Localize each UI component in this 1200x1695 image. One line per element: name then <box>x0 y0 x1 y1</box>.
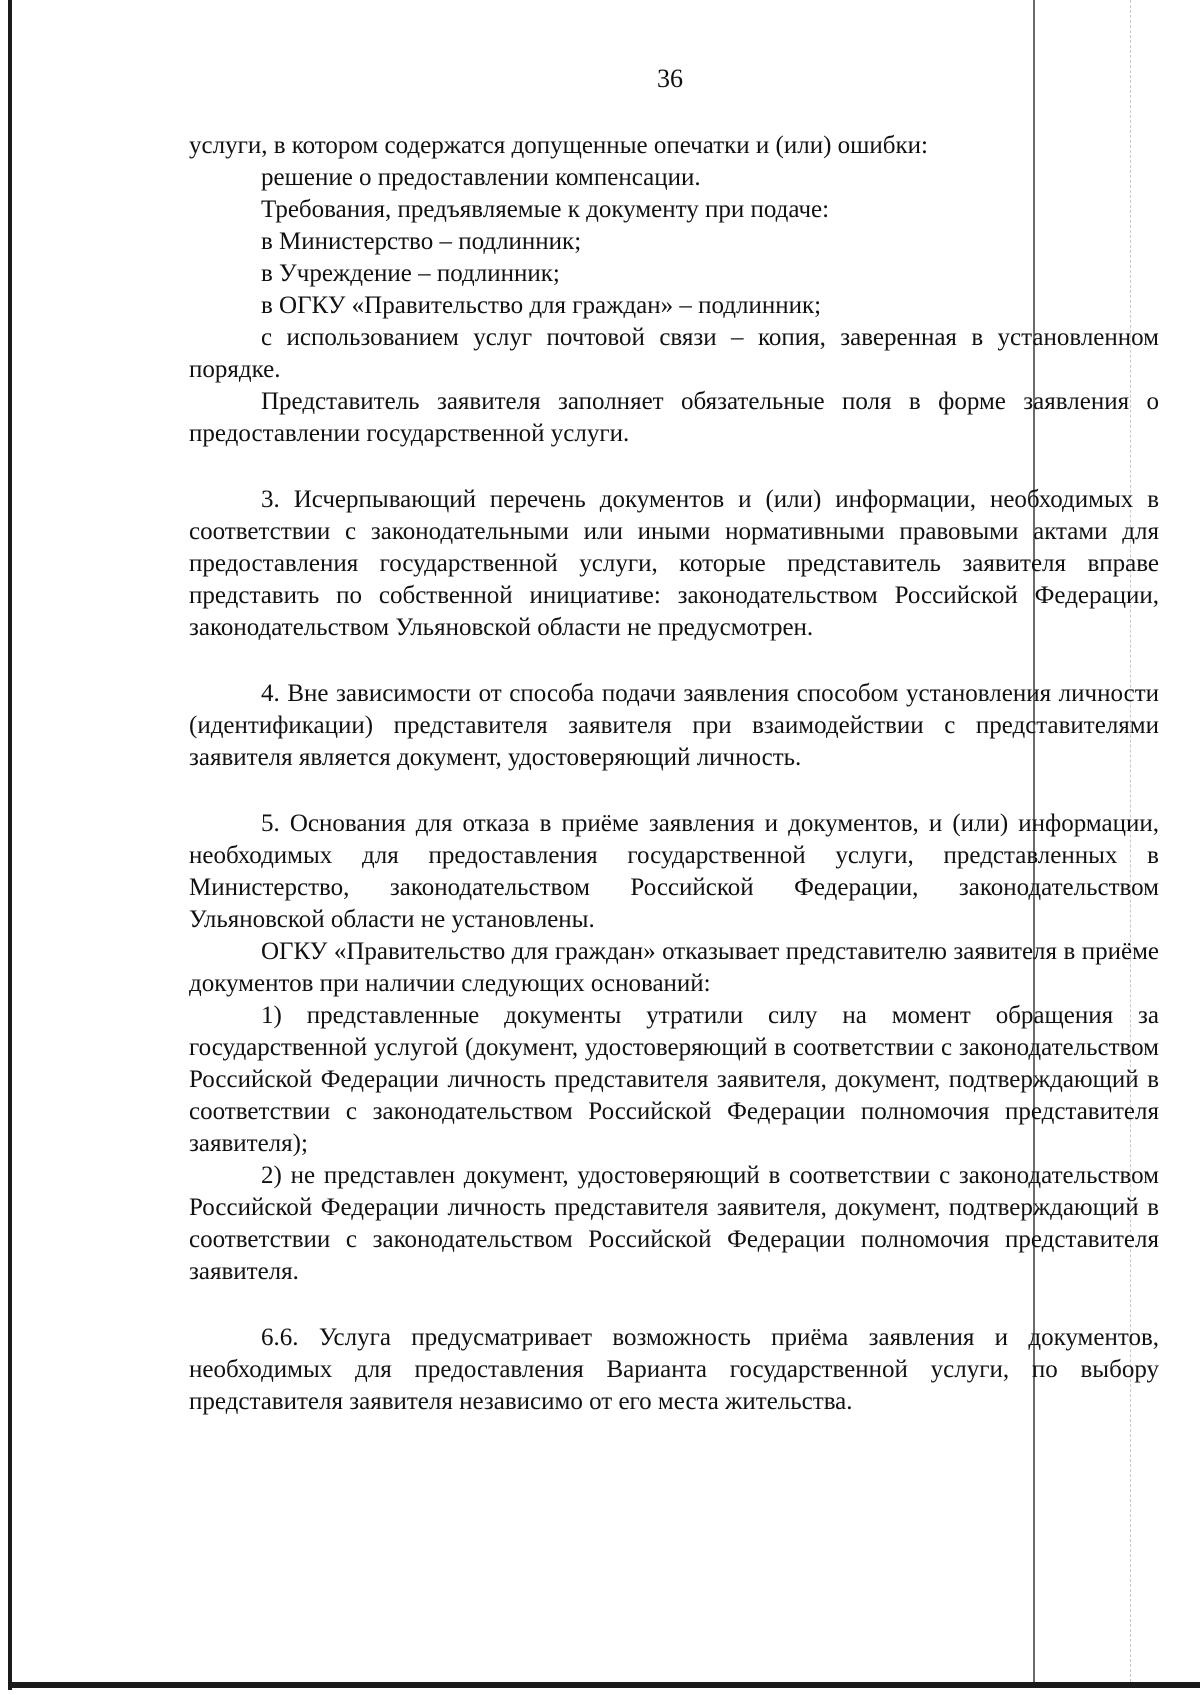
paragraph-requirements: Требования, предъявляемые к документу при подаче: <box>261 196 830 223</box>
document-body <box>189 130 1159 1418</box>
section-6-6: 6.6. Услуга предусматривает возможность приёма заявления и документов, необходимых для предоставления Варианта государственной услуги, по выбору представителя заявителя независимо от его места жительства. <box>189 1324 1159 1415</box>
paragraph-decision: решение о предоставлении компенсации. <box>261 164 701 191</box>
scan-border-left <box>8 0 12 1690</box>
section-5: 5. Основания для отказа в приёме заявления и документов, и (или) информации, необходимых для предоставления государственной услуги, представленных в Министерство, законодательством Российской Федерации, законодательством Ульяновской области не установлены. <box>189 810 1159 933</box>
scan-border-bottom <box>8 1682 1200 1688</box>
paragraph-representative: Представитель заявителя заполняет обязательные поля в форме заявления о предоставлении государственной услуги. <box>189 388 1159 447</box>
paragraph-ogku: в ОГКУ «Правительство для граждан» – подлинник; <box>261 292 822 319</box>
section-4: 4. Вне зависимости от способа подачи заявления способом установления личности (идентификации) представителя заявителя при взаимодействии с представителями заявителя является документ, удостоверяющий личность. <box>189 680 1159 771</box>
list-item-2: 2) не представлен документ, удостоверяющий в соответствии с законодательством Российской Федерации личность представителя заявителя, документ, подтверждающий в соответствии с законодательством Российской Федерации полномочия представителя заявителя. <box>189 1162 1159 1285</box>
section-3: 3. Исчерпывающий перечень документов и (или) информации, необходимых в соответствии с законодательными или иными нормативными правовыми актами для предоставления государственной услуги, которые представитель заявителя вправе представить по собственной инициативе: законодательством Российской Федерации, законодательством Ульяновской области не предусмотрен. <box>189 486 1159 641</box>
paragraph-postal: с использованием услуг почтовой связи – копия, заверенная в установленном порядке. <box>189 324 1159 383</box>
paragraph-ministry: в Министерство – подлинник; <box>261 228 582 255</box>
page-number: 36 <box>657 64 683 93</box>
paragraph-continuation: услуги, в котором содержатся допущенные опечатки и (или) ошибки: <box>189 132 928 159</box>
list-item-1: 1) представленные документы утратили силу на момент обращения за государственной услугой (документ, удостоверяющий в соответствии с законодательством Российской Федерации личность представителя заявителя, документ, подтверждающий в соответствии с законодательством Российской Федерации полномочия представителя заявителя); <box>189 1002 1159 1157</box>
paragraph-institution: в Учреждение – подлинник; <box>261 260 560 287</box>
paragraph-ogku-refusal: ОГКУ «Правительство для граждан» отказывает представителю заявителя в приёме документов при наличии следующих оснований: <box>189 938 1159 997</box>
